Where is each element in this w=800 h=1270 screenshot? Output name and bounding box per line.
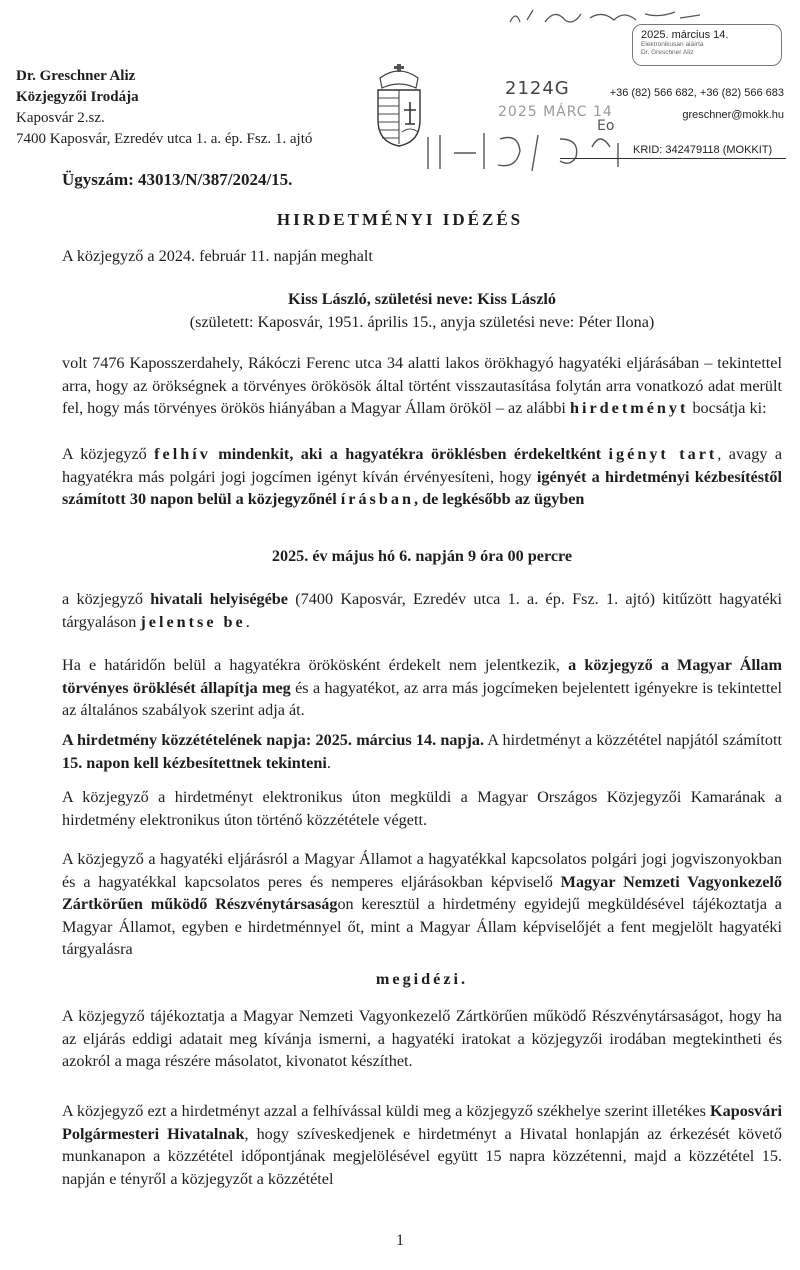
text-emphasis: felhív xyxy=(154,445,211,463)
text-bold: igényét a hirdetményi kézbesítéstől számított 30 napon belül a közjegyzőnél xyxy=(62,467,783,508)
sender-block xyxy=(16,66,312,150)
registry-mark: Eo xyxy=(597,118,615,134)
text: a közjegyző xyxy=(62,590,143,608)
paragraph-call xyxy=(62,443,782,511)
deceased-details: (született: Kaposvár, 1951. április 15., anyja születési neve: Péter Ilona) xyxy=(189,313,655,331)
contact-phone: +36 (82) 566 682, +36 (82) 566 683 xyxy=(609,87,784,99)
document-title: HIRDETMÉNYI IDÉZÉS xyxy=(276,210,524,229)
summon-word: megidézi. xyxy=(375,970,469,988)
paragraph-inform: A közjegyző tájékoztatja a Magyar Nemzeti Vagyonkezelő Zártkörűen működő Részvénytársaságot, hogy ha az eljárás eddigi adatait meg kívánja ismerni, a hagyatéki iratokat a közjegyzői irodában megtekintheti és azokról a maga részére másolatot, kivonatot készíthet. xyxy=(62,1007,782,1070)
sender-name: Dr. Greschner Aliz xyxy=(16,68,136,84)
paragraph-estate xyxy=(62,352,782,420)
text: és a hagyatékot, az arra más jogcímeken bejelentett igényekre is tekintettel az általános szabályok szerint adja át. xyxy=(62,678,783,719)
text: (7400 Kaposvár, Ezredév utca 1. a. ép. Fsz. 1. ajtó) kitűzött hagyatéki tárgyaláson xyxy=(62,590,783,631)
text: , avagy a hagyatékra más polgári jogi jogcímen igényt kíván érvényesíteni, hogy xyxy=(62,445,783,486)
text-bold: Kaposvári Polgármesteri Hivatalnak xyxy=(62,1102,782,1143)
sender-address: 7400 Kaposvár, Ezredév utca 1. a. ép. Fsz. 1. ajtó xyxy=(16,131,313,147)
text: A közjegyző ezt a hirdetményt azzal a felhívással küldi meg a közjegyző székhelye szerint illetékes xyxy=(62,1102,706,1120)
sender-office: Közjegyzői Irodája xyxy=(16,89,139,105)
text: . xyxy=(326,753,331,772)
registry-date: 2025 MÁRC 14 xyxy=(498,104,613,120)
text: volt 7476 Kaposszerdahely, Rákóczi Ferenc utca 34 alatti lakos örökhagyó hagyatéki eljárásában – tekintettel arra, hogy az örökségnek a törvényes örökösök által történt visszautasítása folytán arra vonatkozó adat merült fel, hogy más törvényes örökös hiányában a Magyar Állam örököl – az alábbi xyxy=(62,354,782,417)
text-bold: hivatali helyiségébe xyxy=(150,590,288,608)
text-bold: mindenkit, aki a hagyatékra öröklésben érdekeltként xyxy=(218,445,602,463)
hearing-date: 2025. év május hó 6. napján 9 óra 00 percre xyxy=(271,547,573,565)
text-emphasis: hirdetményt xyxy=(569,399,689,417)
text-bold: Magyar Nemzeti Vagyonkezelő Zártkörűen működő Részvénytársaság xyxy=(62,872,782,913)
paragraph-hearing xyxy=(62,588,782,633)
intro-line: A közjegyző a 2024. február 11. napján meghalt xyxy=(62,247,373,265)
paragraph-deadline xyxy=(62,654,782,722)
krid-identifier: KRID: 342479118 (MOKKIT) xyxy=(633,144,773,156)
page-number: 1 xyxy=(396,1232,404,1249)
stamp-date: 2025. március 14. xyxy=(641,29,729,41)
paragraph-publication xyxy=(62,729,782,774)
deceased-name: Kiss László, születési neve: Kiss László xyxy=(288,290,556,308)
text: A hirdetményt a közzététel napjától számított xyxy=(487,731,783,749)
stamp-signed-label: Elektronikusan aláírta xyxy=(641,41,704,48)
text-bold: , de legkésőbb az ügyben xyxy=(413,490,585,508)
text: A közjegyző a hagyatéki eljárásról a Magyar Államot a hagyatékkal kapcsolatos polgári jogi jogviszonyokban és a hagyatékkal kapcsolatos peres és nemperes eljárásokban képviselő xyxy=(62,850,782,891)
text-emphasis: írásban xyxy=(340,490,414,508)
text: , hogy szíveskedjenek e hirdetményt a Hivatal honlapján az érkezését követő munkanapon a közzététel időpontjának megjelölésével együtt 15 napra közzétenni, majd a közzététel 15. napján e tényről a közjegyzőt a közzététel xyxy=(62,1124,783,1188)
header-rule xyxy=(560,158,786,159)
text: . xyxy=(245,612,250,631)
paragraph-state xyxy=(62,848,782,961)
text-bold: A hirdetmény közzétételének napja: 2025. március 14. napja. xyxy=(62,731,485,749)
sender-city: Kaposvár 2.sz. xyxy=(16,110,105,126)
handwritten-file-mark xyxy=(420,125,650,175)
text: on keresztül a hirdetmény egyidejű megküldésével tájékoztatja a Magyar Államot, egyben e hirdetménnyel őt, mint a Magyar Állam képviselőjét a fent megjelölt hagyatéki tárgyalásra xyxy=(62,895,782,958)
contact-block xyxy=(610,82,784,126)
text-emphasis: igényt tart xyxy=(608,445,718,463)
stamp-signer: Dr. Greschner Aliz xyxy=(641,49,694,56)
text-bold: 15. napon kell kézbesítettnek tekinteni xyxy=(62,753,327,772)
text: A közjegyző xyxy=(62,445,147,463)
text: Ha e határidőn belül a hagyatékra örökösként érdekelt nem jelentkezik, xyxy=(62,656,560,674)
paragraph-chamber: A közjegyző a hirdetményt elektronikus úton megküldi a Magyar Országos Közjegyzői Kamarának a hirdetmény elektronikus úton történő közzététele végett. xyxy=(62,788,782,829)
case-number: Ügyszám: 43013/N/387/2024/15. xyxy=(62,170,293,189)
text-bold: a közjegyző a Magyar Állam törvényes öröklését állapítja meg xyxy=(62,656,782,697)
text-emphasis: jelentse be xyxy=(140,612,246,631)
signature-stamp xyxy=(632,24,782,66)
text: bocsátja ki: xyxy=(692,399,767,417)
paragraph-mayor xyxy=(62,1100,782,1190)
registry-number: 2124G xyxy=(505,78,570,99)
contact-email: greschner@mokk.hu xyxy=(682,109,784,121)
